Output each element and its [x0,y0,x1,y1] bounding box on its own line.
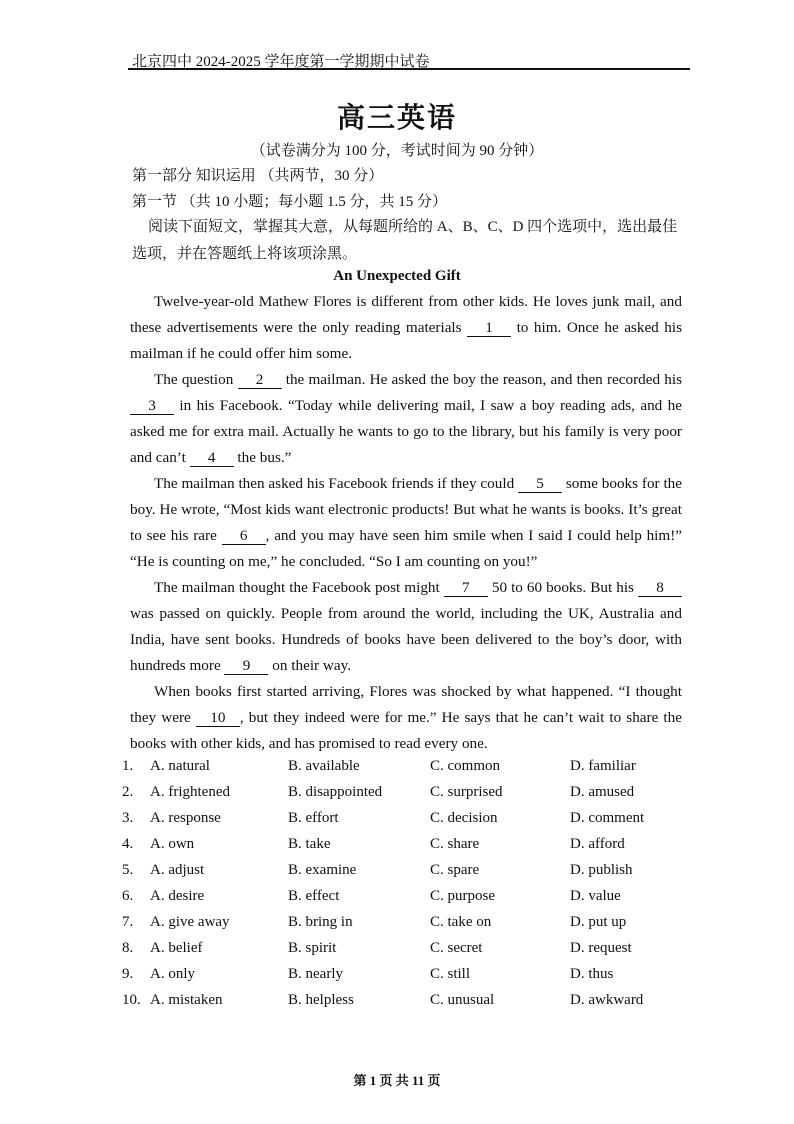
question-number: 5. [122,862,134,878]
option-b: B. effort [288,810,339,826]
option-c: C. surprised [430,784,503,800]
option-a: A. natural [150,758,210,774]
option-b: B. spirit [288,940,337,956]
option-d: D. amused [570,784,635,800]
option-d: D. publish [570,862,633,878]
page-title: 高三英语 [336,101,457,134]
option-d: D. put up [570,914,627,930]
option-b: B. nearly [288,966,343,982]
option-d: D. thus [570,966,614,982]
option-a: A. give away [150,914,230,930]
option-a: A. mistaken [150,992,223,1008]
option-c: C. purpose [430,888,495,904]
text: 50 to 60 books. But his [491,579,634,596]
header-divider [128,68,690,70]
page-footer: 第 1 页 共 11 页 [353,1073,441,1088]
blank-8: 8 [638,579,682,597]
blank-2: 2 [238,371,282,389]
question-number: 2. [122,784,134,800]
option-c: C. take on [430,914,492,930]
option-b: B. effect [288,888,340,904]
blank-10: 10 [196,709,240,727]
option-c: C. secret [430,940,483,956]
question-number: 9. [122,966,134,982]
paragraph-4 [130,575,682,679]
paragraph-2 [130,367,682,471]
story-title: An Unexpected Gift [333,268,461,284]
text: The mailman then asked his Facebook friends if they could [154,475,515,492]
option-d: D. awkward [570,992,644,1008]
option-b: B. available [288,758,360,774]
option-d: D. familiar [570,758,636,774]
option-a: A. adjust [150,862,205,878]
blank-4: 4 [190,449,234,467]
option-a: A. response [150,810,221,826]
option-c: C. decision [430,810,498,826]
option-b: B. helpless [288,992,354,1008]
option-d: D. request [570,940,632,956]
text: some books for the boy. He wrote, “Most kids want electronic products! But what he wants is books. It’s great to see his rare [130,475,683,544]
text: in his Facebook. “Today while delivering mail, I saw a boy reading ads, and he asked me for extra mail. Actually he wants to go to the library, but his family is very poor and can’t [130,397,682,466]
option-b: B. examine [288,862,357,878]
blank-3: 3 [130,397,174,415]
question-number: 8. [122,940,134,956]
exam-header: 北京四中 2024-2025 学年度第一学期期中试卷 [132,54,430,70]
text: When books first started arriving, Flores was shocked by what happened. “I thought they were [130,683,682,726]
text: was passed on quickly. People from around the world, including the UK, Australia and India, have sent books. Hundreds of books have been delivered to the boy’s door, with hundreds more [130,605,682,674]
blank-9: 9 [224,657,268,675]
option-c: C. spare [430,862,480,878]
blank-7: 7 [444,579,488,597]
option-d: D. afford [570,836,625,852]
option-a: A. belief [150,940,203,956]
option-c: C. share [430,836,480,852]
text: , but they indeed were for me.” He says that he can’t wait to share the books with other kids, and has promised to read every one. [130,709,682,752]
option-a: A. only [150,966,195,982]
text: Twelve-year-old Mathew Flores is different from other kids. He loves junk mail, and these advertisements were the only reading materials [130,293,682,336]
paragraph-3 [130,471,682,575]
option-b: B. disappointed [288,784,383,800]
option-a: A. frightened [150,784,230,800]
option-b: B. bring in [288,914,353,930]
option-c: C. still [430,966,471,982]
text: , and you may have seen him smile when I said I could help him!” “He is counting on me,” he concluded. “So I am counting on you!” [130,527,683,570]
blank-5: 5 [518,475,562,493]
text: The mailman thought the Facebook post might [154,579,440,596]
question-number: 10. [122,992,141,1008]
section-heading: 第一节 （共 10 小题；每小题 1.5 分，共 15 分） [132,194,448,210]
blank-1: 1 [467,319,511,337]
passage [130,289,682,757]
question-number: 6. [122,888,134,904]
exam-note: （试卷满分为 100 分，考试时间为 90 分钟） [250,143,544,159]
option-d: D. comment [570,810,645,826]
option-b: B. take [288,836,331,852]
paragraph-5 [130,679,682,757]
text: the bus.” [237,449,292,466]
option-c: C. unusual [430,992,495,1008]
question-number: 1. [122,758,134,774]
option-a: A. desire [150,888,205,904]
blank-6: 6 [222,527,266,545]
instructions: 阅读下面短文，掌握其大意，从每题所给的 A、B、C、D 四个选项中，选出最佳选项，并在答题纸上将该项涂黑。 [132,219,678,262]
text: the mailman. He asked the boy the reason, and then recorded his [285,371,683,388]
option-a: A. own [150,836,195,852]
paragraph-1 [130,289,682,367]
question-number: 7. [122,914,134,930]
question-number: 4. [122,836,134,852]
text: The question [154,371,234,388]
option-c: C. common [430,758,500,774]
question-number: 3. [122,810,134,826]
part-heading: 第一部分 知识运用 （共两节，30 分） [132,168,384,184]
option-d: D. value [570,888,621,904]
text: to him. Once he asked his mailman if he could offer him some. [130,319,682,362]
text: on their way. [272,657,352,674]
